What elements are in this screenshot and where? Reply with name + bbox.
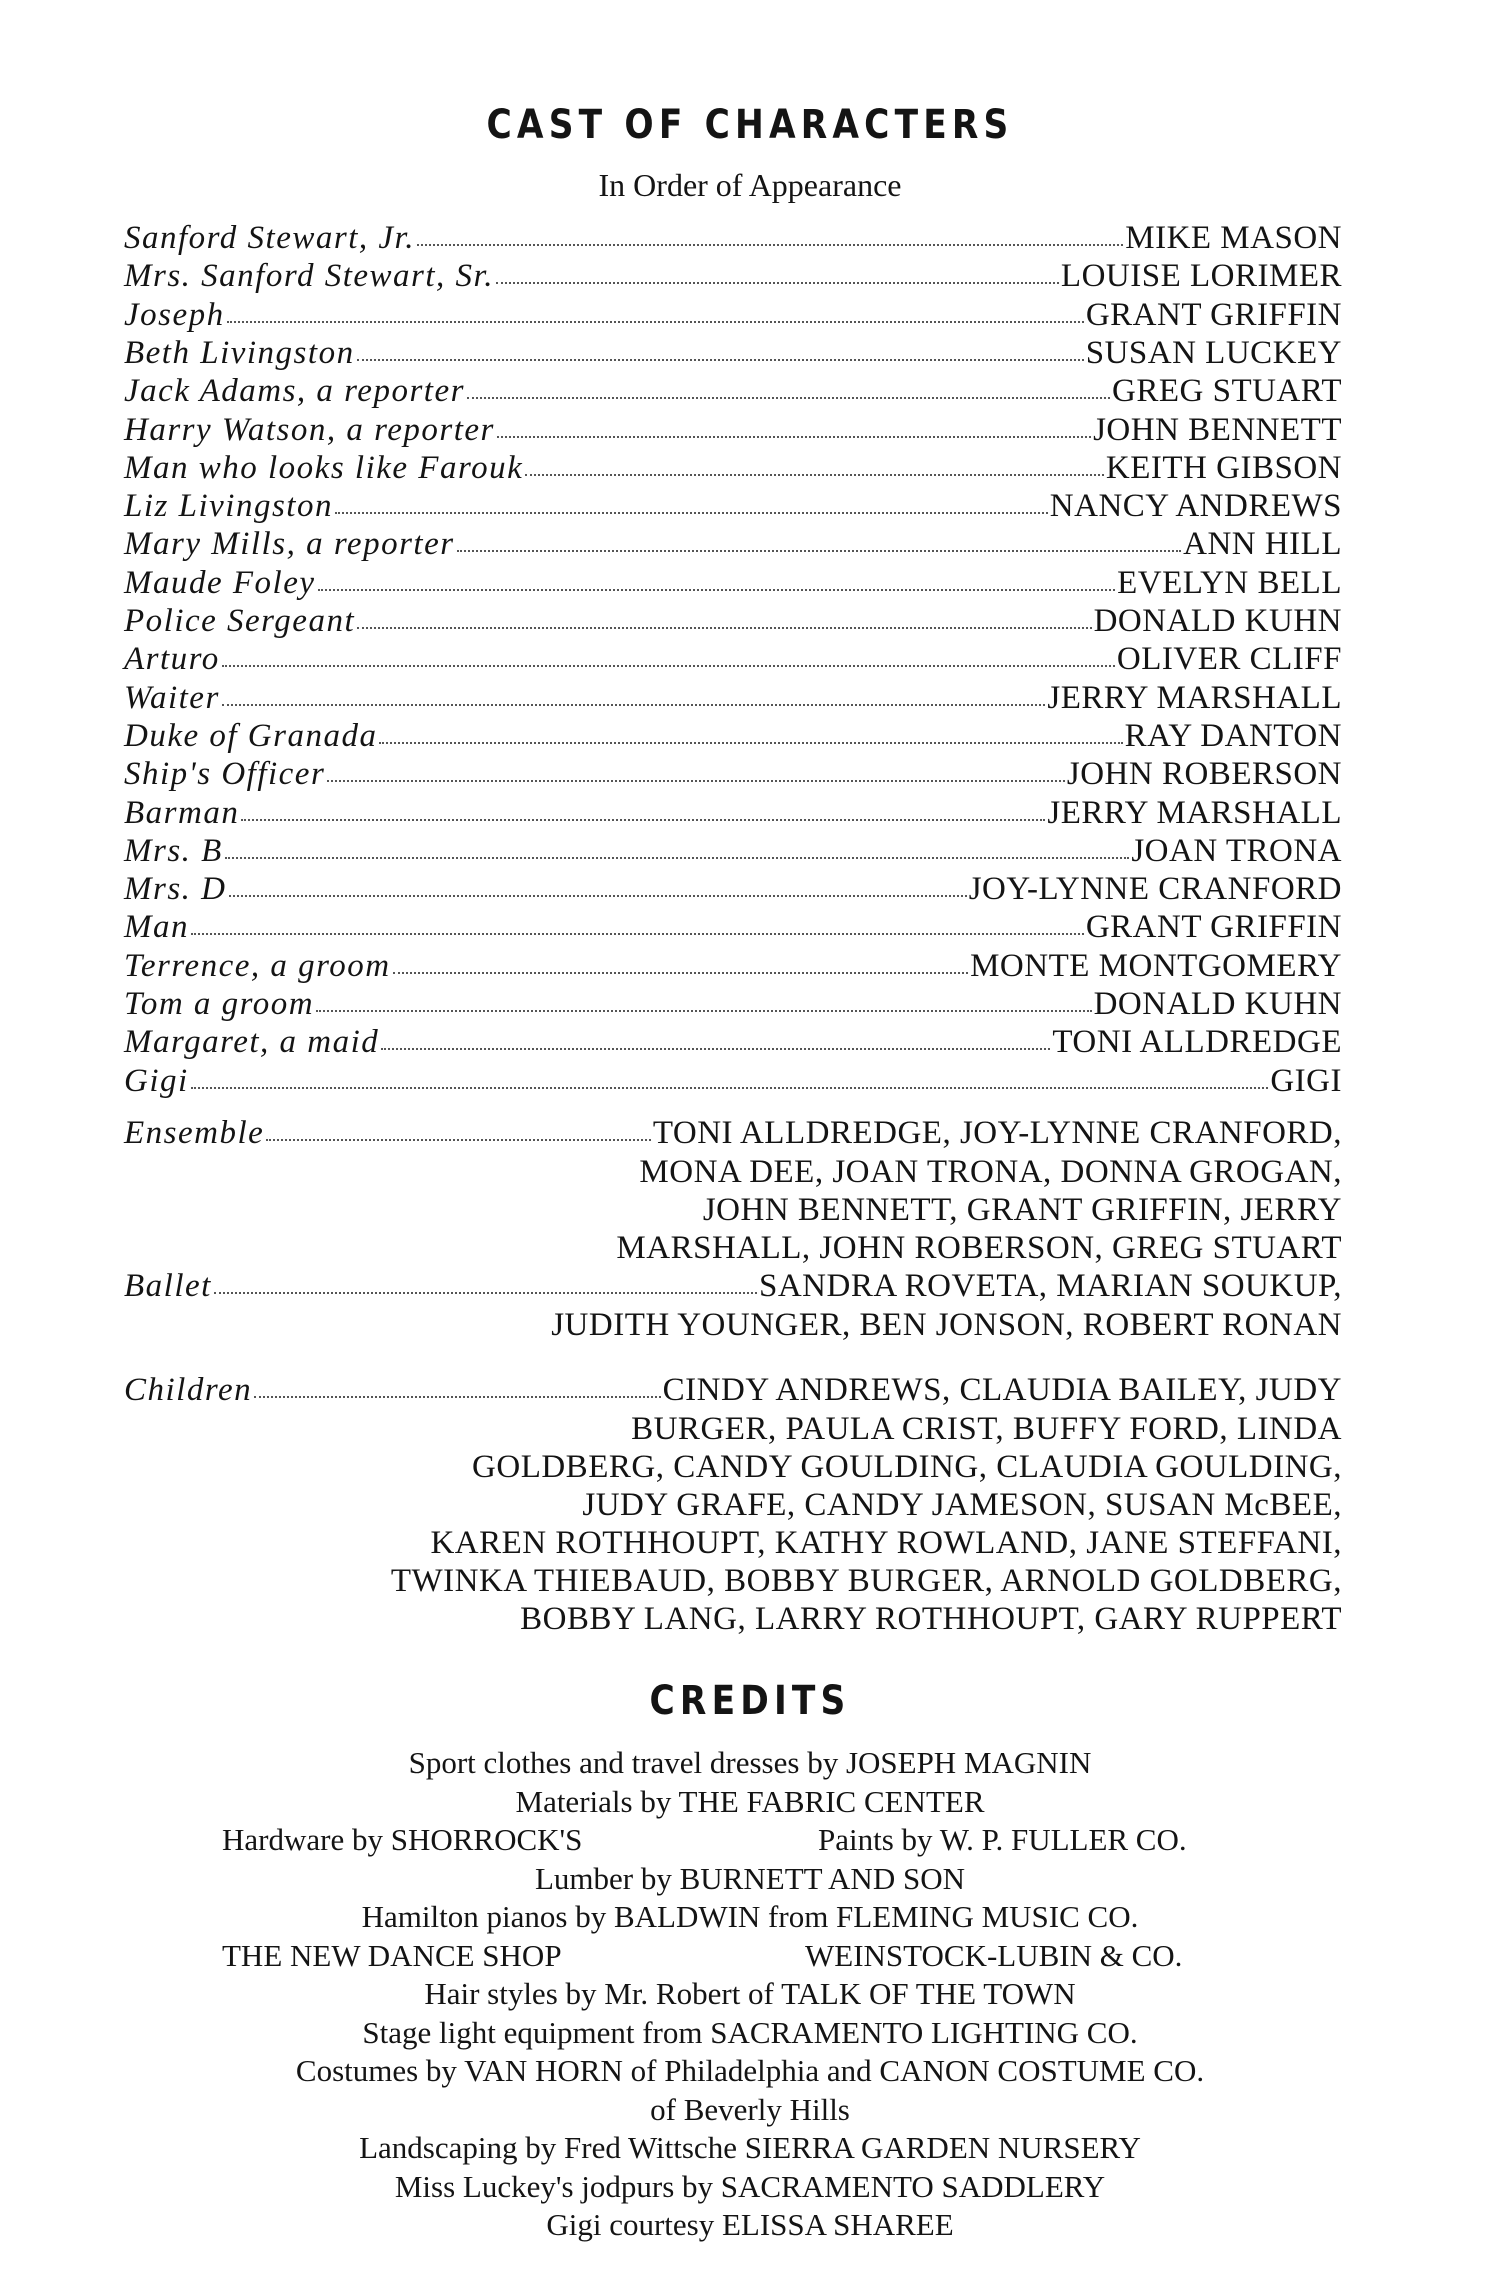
leader-dots [496, 281, 1059, 284]
role-name: Gigi [124, 1062, 189, 1099]
role-name: Man who looks like Farouk [124, 449, 524, 486]
actor-name: SUSAN LUCKEY [1085, 334, 1342, 371]
cast-group [124, 1115, 1342, 1267]
actor-name: JERRY MARSHALL [1047, 679, 1342, 716]
leader-dots [266, 1138, 651, 1141]
leader-dots [254, 1395, 661, 1398]
cast-subtitle: In Order of Appearance [598, 167, 902, 203]
group-members-line: TWINKA THIEBAUD, BOBBY BURGER, ARNOLD GOLDBERG, [390, 1563, 1342, 1599]
credits-title: CREDITS [649, 1678, 851, 1724]
actor-name: DONALD KUHN [1093, 986, 1342, 1022]
cast-row [124, 641, 1342, 679]
credit-right: WEINSTOCK-LUBIN & CO. [805, 1937, 1183, 1973]
group-members-line: GOLDBERG, CANDY GOULDING, CLAUDIA GOULDING, [472, 1449, 1342, 1485]
actor-name: JOHN ROBERSON [1066, 756, 1342, 793]
leader-dots [225, 856, 1130, 859]
leader-dots [229, 894, 967, 897]
cast-row [124, 871, 1342, 909]
group-members-line: BOBBY LANG, LARRY ROTHHOUPT, GARY RUPPERT [520, 1601, 1342, 1637]
credit-line: Lumber by BURNETT AND SON [535, 1860, 965, 1896]
cast-row [124, 450, 1342, 488]
role-name: Sanford Stewart, Jr. [124, 220, 415, 256]
actor-name: MONTE MONTGOMERY [970, 947, 1342, 984]
leader-dots [241, 818, 1045, 821]
credit-line: Gigi courtesy ELISSA SHAREE [546, 2207, 954, 2242]
role-name: Arturo [124, 641, 220, 678]
role-name: Police Sergeant [124, 603, 356, 639]
role-name: Harry Watson, a reporter [124, 411, 495, 448]
role-name: Margaret, a maid [124, 1024, 380, 1061]
cast-row [124, 909, 1342, 947]
credits-list [0, 1744, 1500, 2245]
cast-row [124, 373, 1342, 411]
cast-row [124, 1063, 1342, 1101]
actor-name: TONI ALLDREDGE [1052, 1024, 1342, 1061]
role-name: Waiter [124, 679, 220, 716]
group-role: Ballet [124, 1268, 212, 1304]
actor-name: GREG STUART [1112, 373, 1342, 410]
leader-dots [357, 626, 1091, 629]
group-members-line: KAREN ROTHHOUPT, KATHY ROWLAND, JANE STEFFANI, [430, 1525, 1342, 1561]
cast-row [124, 948, 1342, 986]
role-name: Liz Livingston [124, 488, 333, 525]
leader-dots [457, 549, 1182, 552]
actor-name: GRANT GRIFFIN [1085, 296, 1342, 333]
role-name: Ship's Officer [124, 756, 326, 793]
group-role: Children [124, 1372, 253, 1408]
leader-dots [214, 1291, 757, 1294]
leader-dots [327, 779, 1065, 782]
leader-dots [316, 1009, 1091, 1012]
role-name: Maude Foley [124, 564, 316, 601]
actor-name: LOUISE LORIMER [1060, 258, 1342, 295]
leader-dots [379, 741, 1122, 744]
actor-name: GRANT GRIFFIN [1085, 909, 1342, 946]
cast-row [124, 1024, 1342, 1062]
credit-line: Miss Luckey's jodpurs by SACRAMENTO SADDLERY [394, 2168, 1106, 2204]
role-name: Mrs. D [124, 871, 227, 908]
group-members-line: TONI ALLDREDGE, JOY-LYNNE CRANFORD, [652, 1115, 1342, 1151]
cast-row [124, 220, 1342, 258]
leader-dots [417, 243, 1123, 246]
cast-row [124, 526, 1342, 564]
credit-pair [0, 1821, 1500, 1860]
group-members-line: MARSHALL, JOHN ROBERSON, GREG STUART [616, 1230, 1342, 1266]
role-name: Man [124, 909, 189, 946]
role-name: Joseph [124, 296, 225, 333]
credit-pair [0, 1937, 1500, 1976]
actor-name: GIGI [1270, 1062, 1342, 1099]
credit-line: Costumes by VAN HORN of Philadelphia and CANON COSTUME CO. [295, 2053, 1205, 2088]
leader-dots [393, 971, 969, 974]
leader-dots [191, 932, 1084, 935]
credit-line: Materials by THE FABRIC CENTER [515, 1783, 985, 1819]
cast-group [124, 1372, 1342, 1638]
group-members-line: JUDY GRAFE, CANDY JAMESON, SUSAN McBEE, [582, 1487, 1342, 1523]
credit-line: Stage light equipment from SACRAMENTO LIGHTING CO. [362, 2014, 1138, 2050]
credit-line: Landscaping by Fred Wittsche SIERRA GARDEN NURSERY [359, 2130, 1141, 2165]
cast-row [124, 488, 1342, 526]
leader-dots [222, 703, 1046, 706]
credit-left: Hardware by SHORROCK'S [222, 1822, 583, 1857]
role-name: Barman [124, 794, 240, 831]
cast-row [124, 680, 1342, 718]
actor-name: KEITH GIBSON [1105, 449, 1342, 486]
group-first-line [124, 1268, 1342, 1306]
cast-row [124, 297, 1342, 335]
role-name: Beth Livingston [124, 334, 355, 371]
group-members-line: JUDITH YOUNGER, BEN JONSON, ROBERT RONAN [551, 1307, 1342, 1343]
actor-name: JOAN TRONA [1131, 832, 1342, 869]
cast-row [124, 986, 1342, 1024]
credit-line: Sport clothes and travel dresses by JOSEPH MAGNIN [408, 1745, 1092, 1780]
leader-dots [381, 1047, 1050, 1050]
group-members-line: CINDY ANDREWS, CLAUDIA BAILEY, JUDY [662, 1372, 1342, 1408]
role-name: Tom a groom [124, 986, 315, 1022]
cast-row [124, 412, 1342, 450]
actor-name: RAY DANTON [1124, 717, 1342, 754]
role-name: Mrs. Sanford Stewart, Sr. [124, 258, 494, 295]
actor-name: NANCY ANDREWS [1049, 488, 1342, 525]
actor-name: ANN HILL [1183, 526, 1342, 563]
group-members-line: SANDRA ROVETA, MARIAN SOUKUP, [758, 1268, 1342, 1304]
cast-title: CAST OF CHARACTERS [486, 102, 1014, 148]
actor-name: EVELYN BELL [1117, 564, 1342, 601]
leader-dots [525, 473, 1104, 476]
role-name: Jack Adams, a reporter [124, 373, 465, 410]
actor-name: JOY-LYNNE CRANFORD [968, 871, 1342, 908]
cast-row [124, 603, 1342, 641]
actor-name: OLIVER CLIFF [1116, 641, 1342, 678]
cast-row [124, 258, 1342, 296]
leader-dots [222, 664, 1115, 667]
cast-row [124, 833, 1342, 871]
leader-dots [467, 396, 1110, 399]
actor-name: DONALD KUHN [1093, 603, 1342, 639]
role-name: Mary Mills, a reporter [124, 526, 455, 563]
role-name: Terrence, a groom [124, 947, 391, 984]
credit-left: THE NEW DANCE SHOP [222, 1937, 562, 1973]
actor-name: MIKE MASON [1125, 220, 1342, 256]
group-members-line: BURGER, PAULA CRIST, BUFFY FORD, LINDA [631, 1411, 1342, 1447]
actor-name: JERRY MARSHALL [1047, 794, 1342, 831]
cast-row [124, 335, 1342, 373]
role-name: Duke of Granada [124, 717, 378, 754]
credit-line: of Beverly Hills [650, 2091, 850, 2127]
group-members-line: JOHN BENNETT, GRANT GRIFFIN, JERRY [702, 1192, 1342, 1228]
cast-row [124, 565, 1342, 603]
group-role: Ensemble [124, 1115, 265, 1151]
leader-dots [497, 435, 1091, 438]
cast-group [124, 1268, 1342, 1344]
leader-dots [357, 358, 1084, 361]
role-name: Mrs. B [124, 832, 223, 869]
group-first-line [124, 1115, 1342, 1153]
credit-right: Paints by W. P. FULLER CO. [818, 1822, 1187, 1857]
cast-row [124, 795, 1342, 833]
group-first-line [124, 1372, 1342, 1410]
leader-dots [191, 1086, 1269, 1089]
leader-dots [335, 511, 1048, 514]
leader-dots [318, 588, 1116, 591]
leader-dots [227, 320, 1084, 323]
credit-line: Hair styles by Mr. Robert of TALK OF THE TOWN [424, 1976, 1076, 2011]
cast-row [124, 756, 1342, 794]
actor-name: JOHN BENNETT [1093, 411, 1342, 448]
group-members-line: MONA DEE, JOAN TRONA, DONNA GROGAN, [639, 1154, 1342, 1190]
cast-row [124, 718, 1342, 756]
credit-line: Hamilton pianos by BALDWIN from FLEMING MUSIC CO. [361, 1899, 1139, 1934]
